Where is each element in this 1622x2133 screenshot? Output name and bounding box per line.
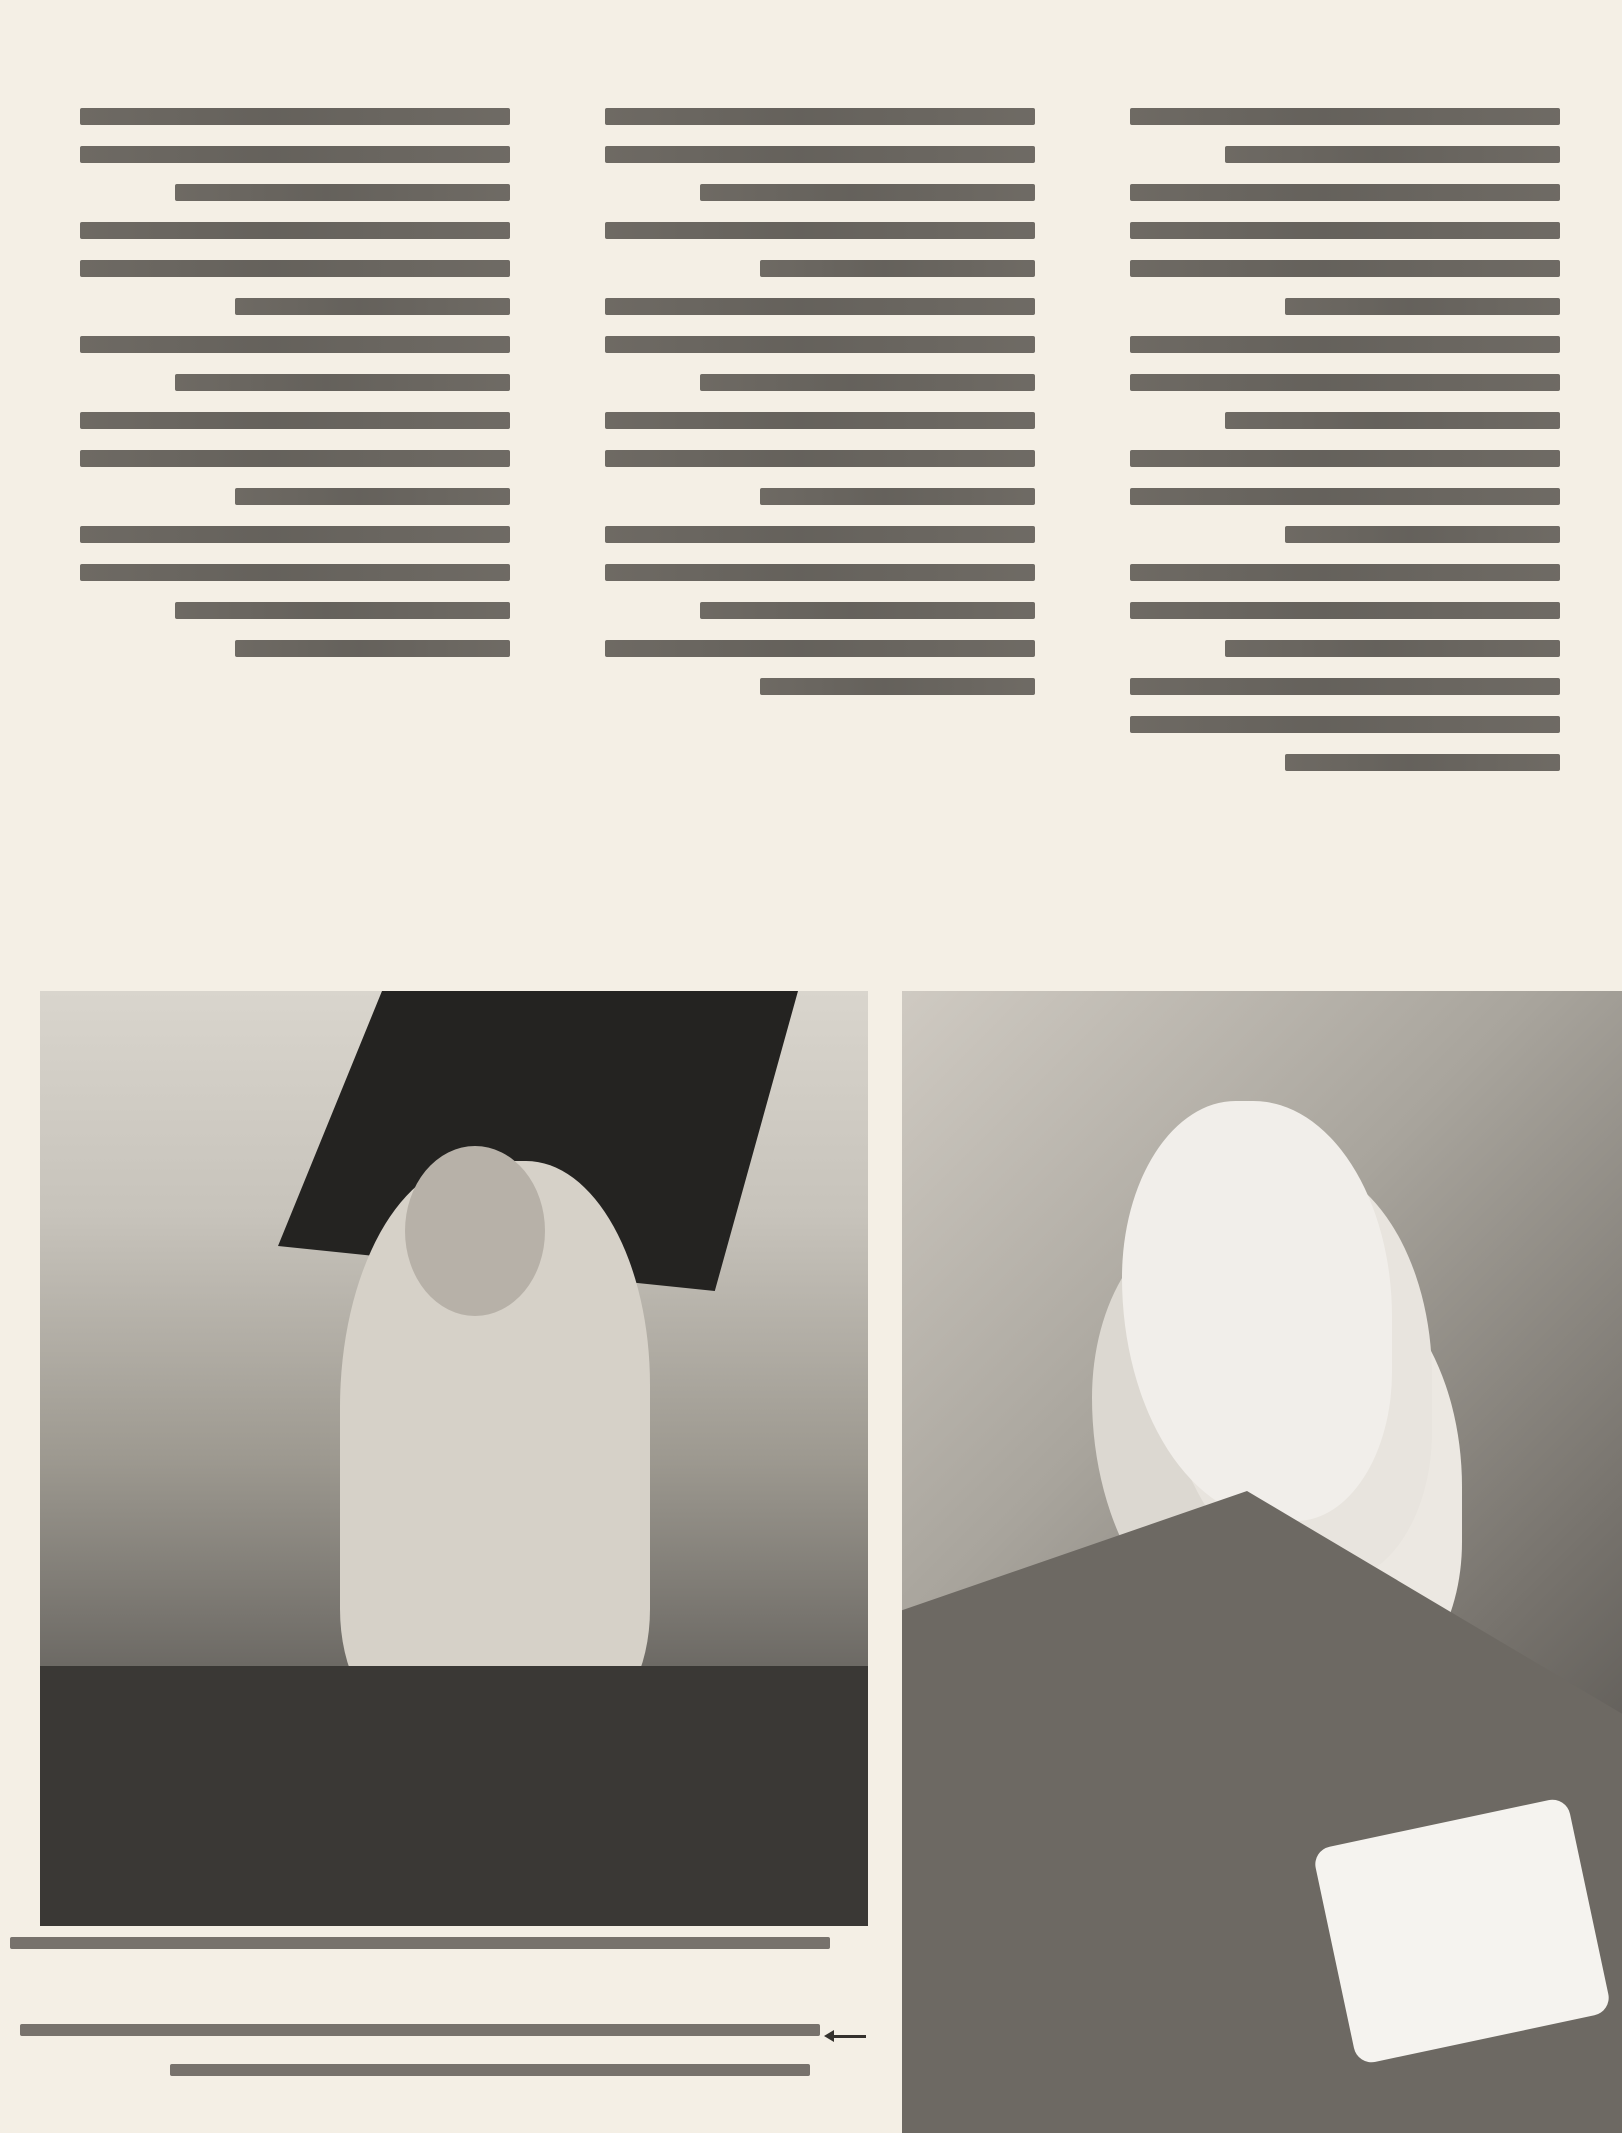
article-text-block [80, 108, 1560, 888]
caption-arrow-icon [832, 2035, 866, 2038]
article-column-right [1130, 108, 1560, 888]
article-column-middle [605, 108, 1035, 888]
dust-cloud-shape [1122, 1101, 1392, 1521]
desert-explosion-photo [902, 991, 1622, 2133]
lower-caption-line-one [20, 2024, 820, 2036]
desert-camp-photo [40, 991, 868, 1926]
ground-shape [40, 1666, 868, 1926]
head-shape [405, 1146, 545, 1316]
article-column-left [80, 108, 510, 888]
lower-caption-line-two [170, 2064, 810, 2076]
left-photo-caption [10, 1937, 830, 1949]
